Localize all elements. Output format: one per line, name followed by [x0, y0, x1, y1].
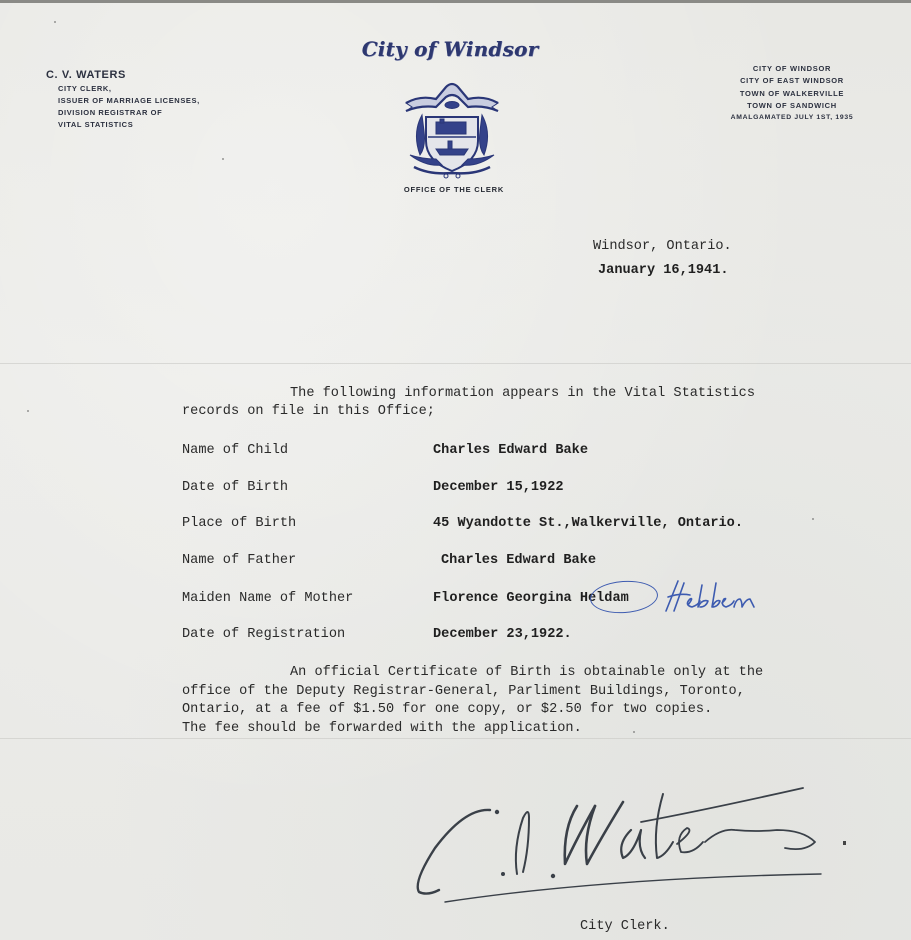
clerk-name: C. V. WATERS [46, 69, 126, 81]
record-label-registration-date: Date of Registration [182, 627, 346, 642]
signature-title: City Clerk. [580, 919, 670, 934]
record-label-birth-date: Date of Birth [182, 480, 289, 495]
paper-speck [222, 158, 224, 160]
amalgamation-line: AMALGAMATED JULY 1ST, 1935 [730, 114, 854, 122]
dateline-place: Windsor, Ontario. [593, 239, 732, 254]
municipality-line: TOWN OF SANDWICH [747, 100, 837, 110]
certificate-info-paragraph [182, 664, 763, 738]
clerk-title-line: DIVISION REGISTRAR OF [58, 108, 163, 117]
clerk-title-line: CITY CLERK, [58, 84, 112, 93]
paper-fold-line [0, 738, 911, 739]
record-value-child-name: Charles Edward Bake [433, 443, 588, 458]
intro-line: records on file in this Office; [182, 404, 435, 419]
intro-line: The following information appears in the Vital Statistics [290, 386, 755, 401]
paper-speck [27, 410, 29, 412]
paragraph-line: Ontario, at a fee of $1.50 for one copy, or $2.50 for two copies. [182, 702, 713, 717]
clerk-title-line: VITAL STATISTICS [58, 120, 134, 129]
record-value-registration-date: December 23,1922. [433, 627, 572, 642]
record-value-birth-date: December 15,1922 [433, 480, 564, 495]
municipality-line: TOWN OF WALKERVILLE [739, 88, 845, 98]
clerk-title-line: ISSUER OF MARRIAGE LICENSES, [58, 96, 200, 105]
letterhead-title: City of Windsor [361, 37, 539, 61]
ink-mark [843, 841, 846, 845]
paper-fold-line [0, 363, 911, 364]
handwritten-correction-hebden [660, 575, 760, 615]
record-value-birth-place: 45 Wyandotte St.,Walkerville, Ontario. [433, 516, 743, 531]
municipality-line: CITY OF EAST WINDSOR [740, 76, 844, 86]
record-value-father-name: Charles Edward Bake [441, 553, 596, 568]
letterhead-right [712, 63, 872, 124]
paper-speck [633, 731, 635, 733]
record-value-mother-maiden-name: Florence Georgina Heldam [433, 591, 629, 606]
record-label-mother-maiden-name: Maiden Name of Mother [182, 591, 354, 606]
office-of-clerk-label: OFFICE OF THE CLERK [403, 185, 505, 194]
letterhead-left [46, 69, 200, 131]
city-crest-icon [400, 75, 504, 179]
ink-circle-annotation [589, 579, 659, 616]
record-label-father-name: Name of Father [182, 553, 297, 568]
paragraph-line: office of the Deputy Registrar-General, Parliment Buildings, Toronto, [182, 683, 745, 699]
paper-speck [812, 518, 814, 520]
municipality-line: CITY OF WINDSOR [752, 64, 832, 73]
record-label-birth-place: Place of Birth [182, 516, 297, 531]
paragraph-line: The fee should be forwarded with the application. [182, 720, 582, 736]
paper-speck [54, 21, 56, 23]
paragraph-line: An official Certificate of Birth is obtainable only at the [290, 665, 764, 680]
dateline-date: January 16,1941. [598, 263, 729, 278]
record-label-child-name: Name of Child [182, 443, 289, 458]
clerk-signature [405, 778, 845, 908]
